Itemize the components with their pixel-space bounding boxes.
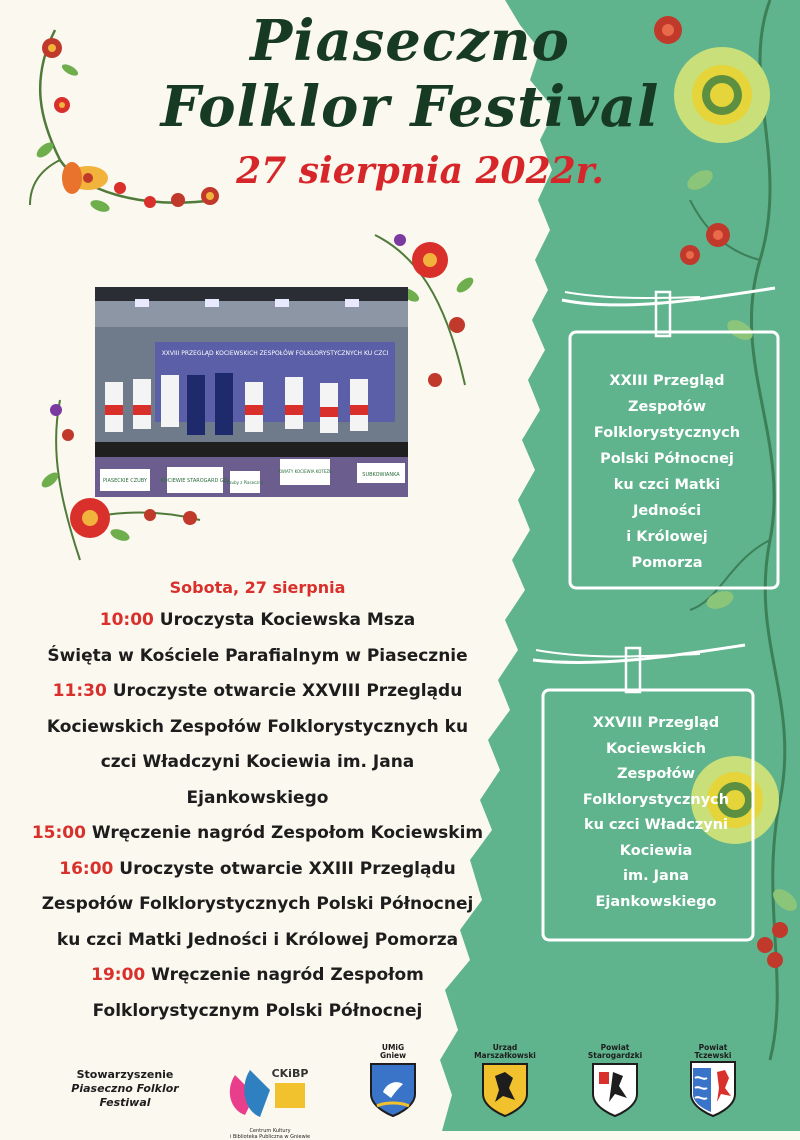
sponsors-bar <box>0 1040 800 1140</box>
stage-sign-2: KOCIEWIE STAROGARD GD. <box>160 478 230 484</box>
note-festival-northern-poland: XXIII Przegląd Zespołów Folklorystycznych Polski Północnej ku czci Matki Jedności i Królowej Pomorza <box>593 373 741 571</box>
schedule-line: Święta w Kościele Parafialnym w Piasecznie <box>47 645 468 666</box>
association-name: Stowarzyszenie Piaseczno Folklor Festiwal <box>71 1068 179 1109</box>
schedule-line: 11:30 Uroczyste otwarcie XXVIII Przeglądu <box>52 681 463 701</box>
tczew-coat-of-arms-icon <box>689 1060 737 1118</box>
schedule-line: ku czci Matki Jedności i Królowej Pomorza <box>56 929 459 950</box>
stage-sign-3: Czuby z Piaseczna <box>226 480 264 485</box>
festival-title-line2: Folklor Festival <box>160 74 660 140</box>
stage-sign-4: KWIATY KOCIEWIA KOTEŻE <box>278 469 332 474</box>
schedule-line: Kociewskich Zespołów Folklorystycznych ku <box>46 716 469 737</box>
ckibp-logo-text: CKiBP <box>271 1067 309 1080</box>
schedule <box>0 573 515 1029</box>
festival-date: 27 sierpnia 2022r. <box>236 150 604 192</box>
schedule-line: Ejankowskiego <box>186 787 329 808</box>
schedule-line: 15:00 Wręczenie nagród Zespołom Kociewskim <box>31 823 484 843</box>
festival-title-line1: Piaseczno <box>250 8 570 74</box>
schedule-line: 19:00 Wręczenie nagród Zespołom <box>91 965 424 985</box>
stage-banner-text: XXVIII PRZEGLĄD KOCIEWSKICH ZESPOŁÓW FOLKLORYSTYCZNYCH KU CZCI <box>161 350 389 357</box>
starogard-county-label: Powiat Starogardzki <box>587 1043 643 1060</box>
schedule-day: Sobota, 27 sierpnia <box>169 578 346 597</box>
schedule-line: 16:00 Uroczyste otwarcie XXIII Przeglądu <box>59 858 456 879</box>
schedule-line: Zespołów Folklorystycznych Polski Północnej <box>41 894 474 914</box>
stage-photo <box>95 287 408 497</box>
starogard-coat-of-arms-icon <box>591 1062 639 1118</box>
schedule-line: Folklorystycznym Polski Północnej <box>92 1000 423 1021</box>
schedule-line: 10:00 Uroczysta Kociewska Msza <box>99 610 416 630</box>
note-festival-kociewie: XXVIII Przegląd Kociewskich Zespołów Folklorystycznych ku czci Władczyni Kociewia im. Jana Ejankowskiego <box>582 715 730 910</box>
ckibp-logo <box>225 1055 315 1130</box>
stage-sign-1: PIASECKIE CZUBY <box>102 478 148 484</box>
ckibp-caption: Centrum Kultury i Biblioteka Publiczna w Gniewie <box>229 1128 311 1140</box>
gniew-coat-of-arms-icon <box>369 1062 417 1118</box>
schedule-line: czci Władczyni Kociewia im. Jana <box>100 752 415 772</box>
umig-label: UMiG Gniew <box>379 1043 407 1060</box>
stage-sign-5: SUBKOWIANKA <box>362 472 400 478</box>
marshal-office-label: Urząd Marszałkowski <box>474 1043 536 1060</box>
tczew-county-label: Powiat Tczewski <box>694 1043 732 1060</box>
pomorskie-coat-of-arms-icon <box>481 1062 529 1118</box>
